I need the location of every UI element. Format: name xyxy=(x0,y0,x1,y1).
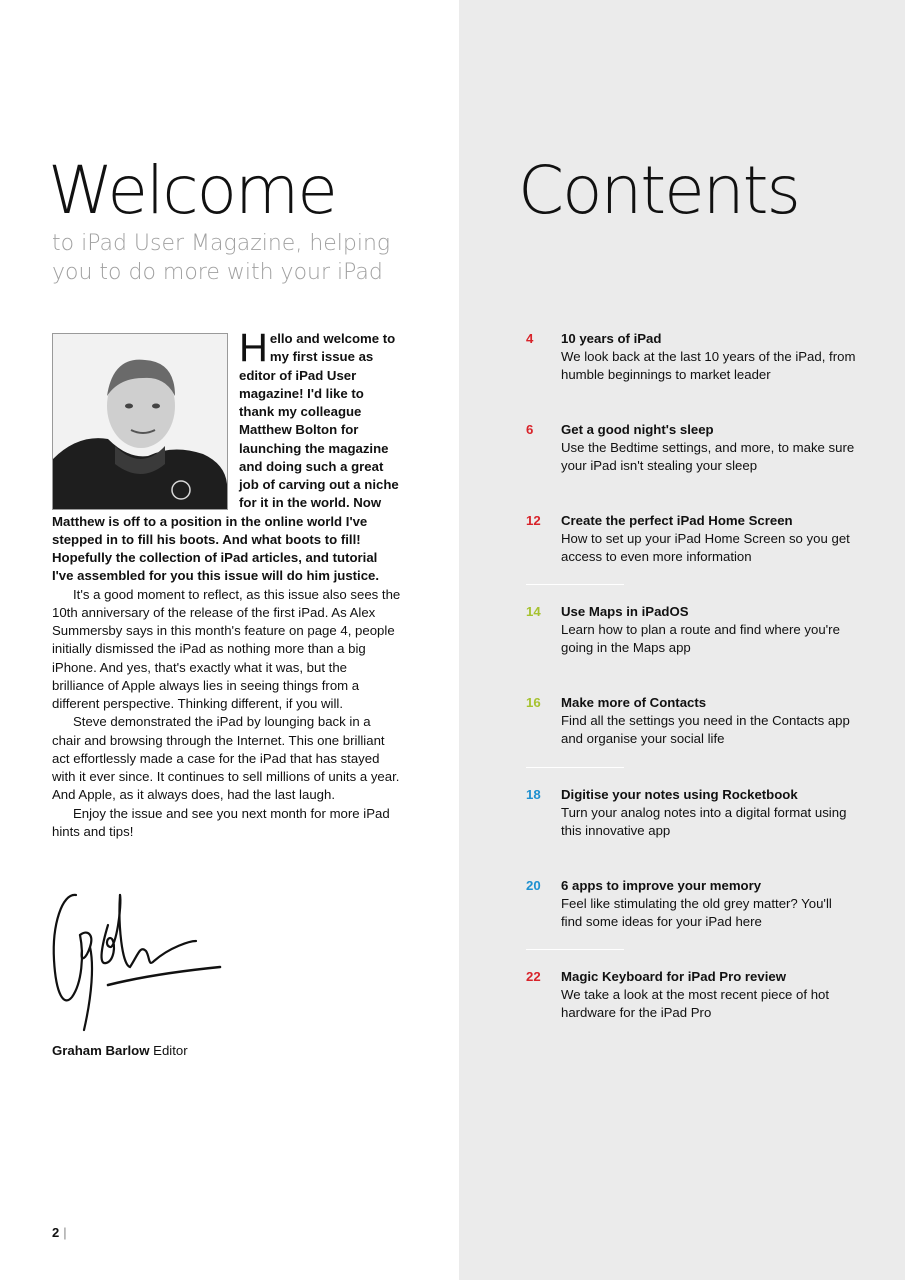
toc-page-number: 16 xyxy=(526,695,541,710)
drop-cap: H xyxy=(239,326,268,370)
toc-title: Use Maps in iPadOS xyxy=(561,604,689,619)
toc-description: Feel like stimulating the old grey matter? You'll find some ideas for your iPad here xyxy=(561,896,832,930)
toc-description: Turn your analog notes into a digital format using this innovative app xyxy=(561,805,847,839)
toc-description: Use the Bedtime settings, and more, to make sure your iPad isn't stealing your sleep xyxy=(561,440,855,474)
editor-portrait-image xyxy=(53,334,227,509)
section-divider xyxy=(526,767,624,768)
page-number-separator: | xyxy=(63,1225,67,1240)
toc-page-number: 12 xyxy=(526,513,541,528)
toc-page-number: 4 xyxy=(526,331,534,346)
toc-title: Magic Keyboard for iPad Pro review xyxy=(561,969,786,984)
toc-title: Get a good night's sleep xyxy=(561,422,714,437)
toc-description: We take a look at the most recent piece of hot hardware for the iPad Pro xyxy=(561,987,830,1021)
toc-page-number: 18 xyxy=(526,787,541,802)
editor-credit xyxy=(52,1043,188,1058)
toc-page-number: 6 xyxy=(526,422,534,437)
toc-title: 6 apps to improve your memory xyxy=(561,878,762,893)
toc-description: Find all the settings you need in the Contacts app and organise your social life xyxy=(561,713,850,747)
toc-title: Digitise your notes using Rocketbook xyxy=(561,787,798,802)
welcome-subtitle: to iPad User Magazine, helping you to do more with your iPad xyxy=(52,231,391,285)
intro-paragraph: ello and welcome to my first issue as editor of iPad User magazine! I'd like to thank my colleague Matthew Bolton for launching the magazine and doing such a great job of carving out a niche for it in the world. Now Matthew is off to a position in the online world I've stepped in to fill his boots. And what boots to fill! Hopefully the collection of iPad articles, and tutorial I've assembled for you this issue will do him justice. xyxy=(52,331,399,584)
toc-page-number: 20 xyxy=(526,878,541,893)
body-paragraph: It's a good moment to reflect, as this issue also sees the 10th anniversary of the release of the first iPad. As Alex Summersby says in this month's feature on page 4, people initially dismissed the iPad as nothing more than a big iPhone. And yes, that's exactly what it was, but the brilliance of Apple always lies in seeing things from a different perspective. Thinking different, if you will. xyxy=(52,586,401,711)
toc-page-number: 14 xyxy=(526,604,541,619)
section-divider xyxy=(526,584,624,585)
section-divider xyxy=(526,949,624,950)
toc-description: How to set up your iPad Home Screen so you get access to even more information xyxy=(561,531,850,565)
editor-signature xyxy=(50,885,230,1035)
welcome-title: Welcome xyxy=(48,152,336,229)
editor-role: Editor xyxy=(153,1043,188,1058)
editor-name: Graham Barlow xyxy=(52,1043,150,1058)
toc-page-number: 22 xyxy=(526,969,541,984)
page-number-value: 2 xyxy=(52,1225,60,1240)
toc-title: Create the perfect iPad Home Screen xyxy=(561,513,793,528)
contents-column xyxy=(459,0,905,1280)
toc-description: Learn how to plan a route and find where you're going in the Maps app xyxy=(561,622,840,656)
editor-letter xyxy=(52,326,402,841)
toc-title: 10 years of iPad xyxy=(561,331,662,346)
body-paragraph: Enjoy the issue and see you next month for more iPad hints and tips! xyxy=(52,805,390,839)
toc-title: Make more of Contacts xyxy=(561,695,707,710)
body-paragraph: Steve demonstrated the iPad by lounging back in a chair and browsing through the Internet. This one brilliant act effortlessly made a case for the iPad that has stayed with it ever since. It continues to sell millions of units a year. And Apple, as it always does, had the last laugh. xyxy=(52,714,400,803)
editor-photo xyxy=(52,333,228,510)
toc-description: We look back at the last 10 years of the iPad, from humble beginnings to market leader xyxy=(561,349,856,383)
contents-title: Contents xyxy=(518,152,799,229)
page-number xyxy=(52,1225,67,1240)
